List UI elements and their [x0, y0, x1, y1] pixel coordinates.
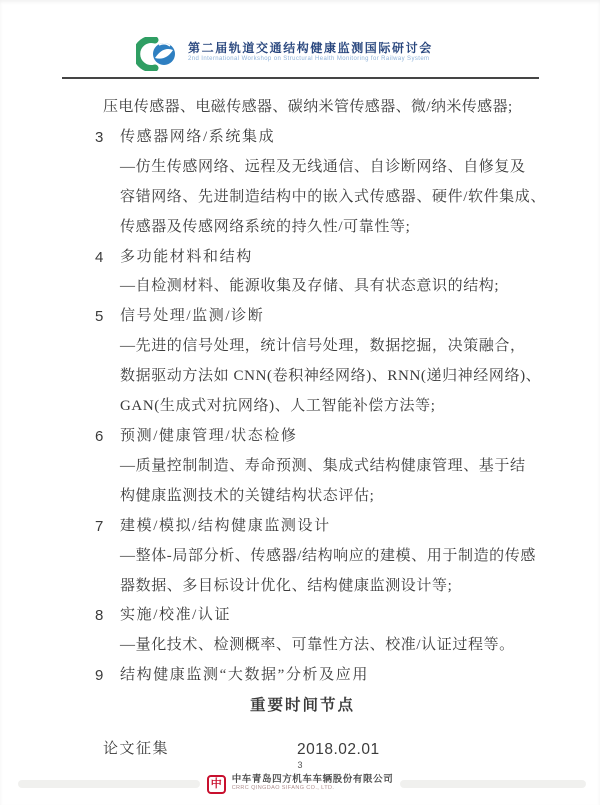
item-number: 4: [95, 248, 104, 266]
item-title: 信号处理/监测/诊断: [120, 308, 265, 325]
item-number: 8: [95, 607, 104, 625]
section-heading: 重要时间节点: [249, 697, 355, 715]
list-item: [95, 512, 510, 542]
item-detail-line: 容错网络、先进制造结构中的嵌入式传感器、硬件/软件集成、: [120, 188, 546, 205]
item-detail-line: GAN(生成式对抗网络)、人工智能补偿方法等;: [120, 398, 436, 415]
item-detail-line: —仿生传感网络、远程及无线通信、自诊断网络、自修复及: [120, 158, 526, 175]
header-text: [188, 37, 433, 63]
list-item: [95, 601, 510, 631]
item-number: 3: [95, 128, 104, 146]
company-name-en: CRRC QINGDAO SIFANG CO., LTD.: [231, 785, 335, 791]
item-title: 预测/健康管理/状态检修: [120, 427, 298, 444]
item-title: 结构健康监测“大数据”分析及应用: [120, 667, 369, 684]
item-detail-line: —先进的信号处理，统计信号处理，数据挖掘，决策融合，: [120, 338, 526, 355]
list-item: [95, 661, 510, 691]
header-divider: [62, 77, 539, 79]
timeline-label: 论文征集: [103, 741, 170, 758]
list-item: [95, 123, 510, 153]
crrc-logo-icon: 中: [207, 775, 226, 794]
continuation-line: 压电传感器、电磁传感器、碳纳米管传感器、微/纳米传感器;: [103, 99, 513, 115]
company-name-cn: 中车青岛四方机车车辆股份有限公司: [231, 774, 394, 785]
company-name-block: [232, 774, 394, 792]
footer-brand: [0, 774, 600, 794]
item-detail-line: —量化技术、检测概率、可靠性方法、校准/认证过程等。: [120, 637, 515, 654]
item-number: 7: [95, 517, 104, 535]
item-detail-line: 器数据、多目标设计优化、结构健康监测设计等;: [120, 577, 453, 594]
item-title: 实施/校准/认证: [120, 607, 232, 624]
item-detail-line: 构健康监测技术的关键结构状态评估;: [120, 487, 375, 504]
list-item: [95, 243, 510, 273]
conference-title-en: 2nd International Workshop on Structural Health Monitoring for Railway System: [188, 56, 430, 62]
document-header: [136, 37, 433, 71]
item-title: 传感器网络/系统集成: [120, 128, 276, 145]
conference-title-cn: 第二届轨道交通结构健康监测国际研讨会: [188, 41, 433, 55]
list-item: [95, 422, 510, 452]
item-detail-line: —自检测材料、能源收集及存储、具有状态意识的结构;: [120, 278, 500, 295]
item-number: 6: [95, 427, 104, 445]
item-title: 多功能材料和结构: [120, 248, 253, 265]
item-detail-line: 数据驱动方法如 CNN(卷积神经网络)、RNN(递归神经网络)、: [120, 368, 542, 385]
item-number: 5: [95, 308, 104, 326]
document-body: [95, 93, 546, 765]
page-number: 3: [297, 760, 303, 770]
item-number: 9: [95, 667, 104, 685]
timeline-date: 2018.02.01: [297, 741, 380, 759]
item-detail-line: —整体-局部分析、传感器/结构响应的建模、用于制造的传感: [120, 547, 536, 564]
item-detail-line: 传感器及传感网络系统的持久性/可靠性等;: [120, 218, 411, 235]
conference-logo-icon: [136, 37, 180, 71]
list-item: [95, 302, 510, 332]
item-title: 建模/模拟/结构健康监测设计: [120, 517, 331, 534]
item-detail-line: —质量控制制造、寿命预测、集成式结构健康管理、基于结: [120, 457, 526, 474]
